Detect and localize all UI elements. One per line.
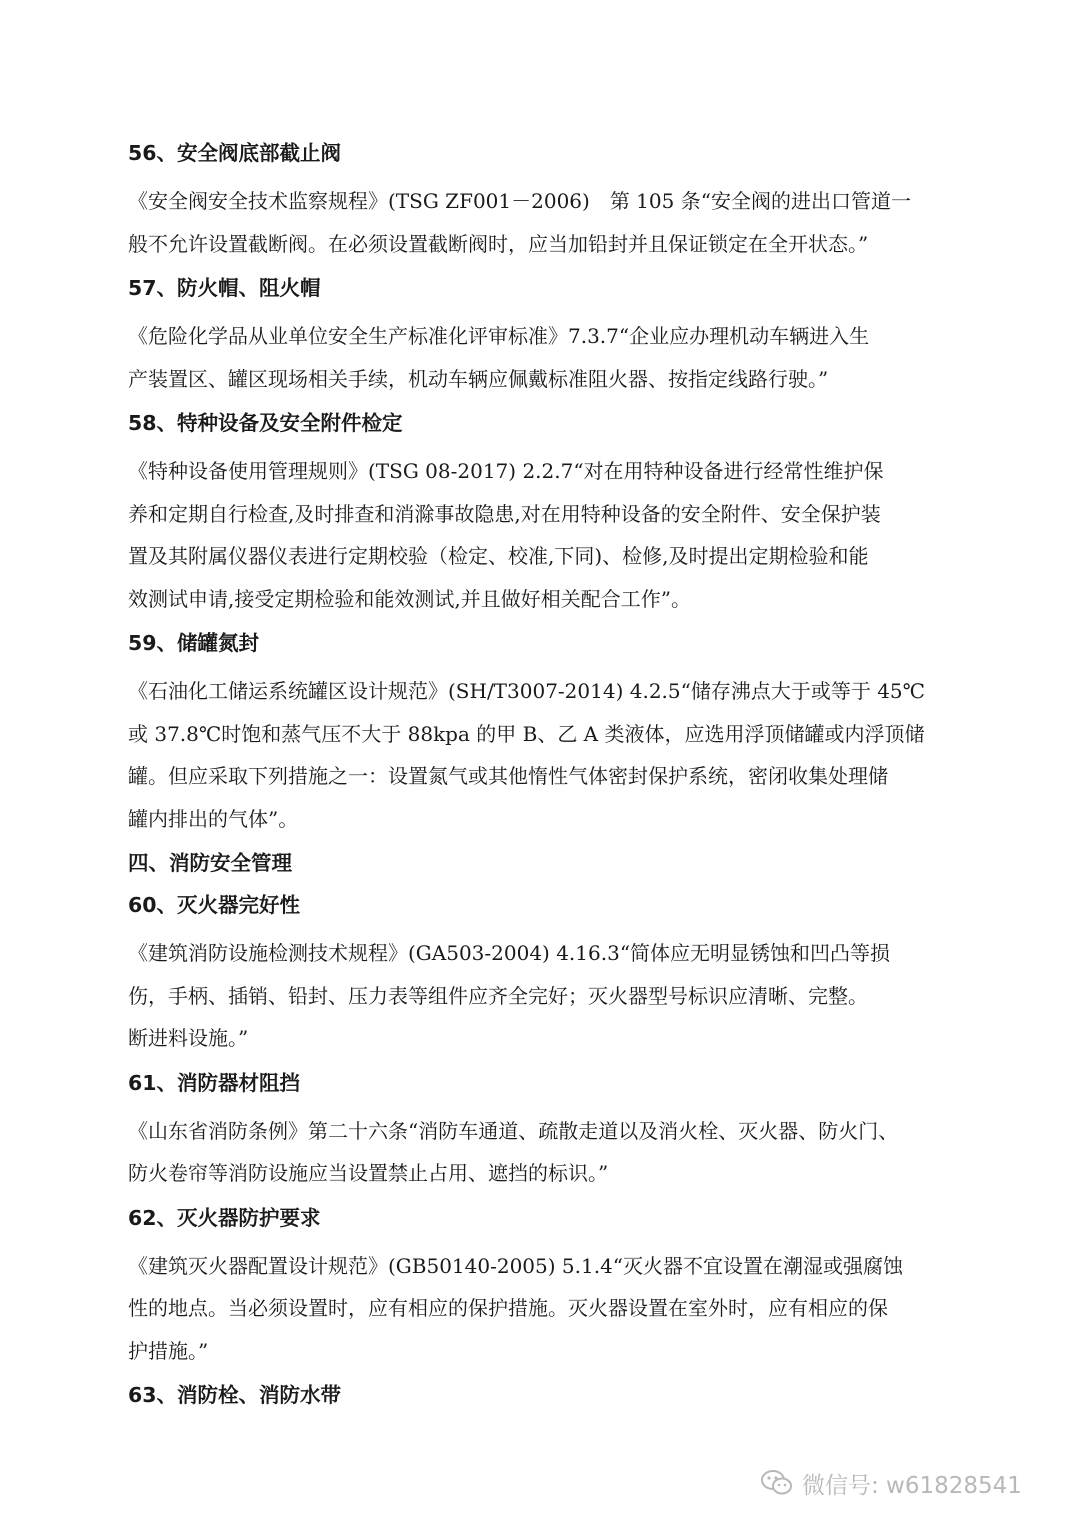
body-line: 效测试申请,接受定期检验和能效测试,并且做好相关配合工作”。 bbox=[128, 586, 691, 611]
body-line: 断进料设施。” bbox=[128, 1026, 249, 1050]
section-body bbox=[128, 450, 956, 620]
section-heading: 59、储罐氮封 bbox=[128, 631, 260, 655]
body-line: 产装置区、罐区现场相关手续，机动车辆应佩戴标准阻火器、按指定线路行驶。” bbox=[128, 366, 829, 391]
wechat-watermark bbox=[760, 1466, 1022, 1500]
body-line: 伤，手柄、插销、铅封、压力表等组件应齐全完好；灭火器型号标识应清晰、完整。 bbox=[128, 983, 868, 1008]
section-body bbox=[128, 315, 956, 400]
body-line: 《建筑消防设施检测技术规程》(GA503-2004) 4.16.3“简体应无明显锈蚀和凹凸等损 bbox=[128, 941, 891, 965]
body-line: 置及其附属仪器仪表进行定期校验（检定、校准,下同)、检修,及时提出定期检验和能 bbox=[128, 544, 869, 568]
section-body bbox=[128, 670, 956, 840]
section-body bbox=[128, 1110, 956, 1195]
body-line: 养和定期自行检查,及时排查和消滁事故隐患,对在用特种设备的安全附件、安全保护装 bbox=[128, 501, 881, 526]
section-heading: 57、防火帽、阻火帽 bbox=[128, 276, 321, 300]
body-line: 《安全阀安全技术监察规程》(TSG ZF001－2006) 第 105 条“安全阀的进出口管道一 bbox=[128, 189, 911, 213]
body-line: 护措施。” bbox=[128, 1338, 209, 1363]
section-heading: 60、灭火器完好性 bbox=[128, 893, 301, 917]
body-line: 《石油化工储运系统罐区设计规范》(SH/T3007-2014) 4.2.5“储存沸点大于或等于 45℃ bbox=[128, 679, 926, 703]
section-body bbox=[128, 1245, 956, 1373]
wechat-icon bbox=[760, 1468, 794, 1498]
section-heading: 62、灭火器防护要求 bbox=[128, 1205, 321, 1230]
body-line: 罐。但应采取下列措施之一：设置氮气或其他惰性气体密封保护系统，密闭收集处理储 bbox=[128, 764, 888, 788]
body-line: 防火卷帘等消防设施应当设置禁止占用、遮挡的标识。” bbox=[128, 1161, 609, 1185]
watermark-text: 微信号: w61828541 bbox=[802, 1472, 1022, 1499]
body-line: 《特种设备使用管理规则》(TSG 08-2017) 2.2.7“对在用特种设备进行经常性维护保 bbox=[128, 459, 884, 483]
body-line: 《危险化学品从业单位安全生产标准化评审标准》7.3.7“企业应办理机动车辆进入生 bbox=[128, 324, 870, 348]
section-heading: 56、安全阀底部截止阀 bbox=[128, 141, 342, 165]
section-body bbox=[128, 180, 956, 265]
body-line: 般不允许设置截断阀。在必须设置截断阀时，应当加铅封并且保证锁定在全开状态。” bbox=[128, 231, 869, 256]
body-line: 罐内排出的气体”。 bbox=[128, 806, 299, 831]
body-line: 或 37.8℃时饱和蒸气压不大于 88kpa 的甲 B、乙 A 类液体，应选用浮顶储罐或内浮顶储 bbox=[128, 721, 925, 746]
chapter-heading: 四、消防安全管理 bbox=[128, 851, 292, 875]
body-line: 《山东省消防条例》第二十六条“消防车通道、疏散走道以及消火栓、灭火器、防火门、 bbox=[128, 1118, 899, 1143]
body-line: 《建筑灭火器配置设计规范》(GB50140-2005) 5.1.4“灭火器不宜设置在潮湿或强腐蚀 bbox=[128, 1253, 904, 1278]
document-page bbox=[128, 138, 956, 1422]
section-heading: 63、消防栓、消防水带 bbox=[128, 1383, 342, 1407]
section-body bbox=[128, 932, 956, 1060]
section-heading: 58、特种设备及安全附件检定 bbox=[128, 411, 403, 435]
body-line: 性的地点。当必须设置时，应有相应的保护措施。灭火器设置在室外时，应有相应的保 bbox=[128, 1296, 888, 1320]
section-heading: 61、消防器材阻挡 bbox=[128, 1070, 301, 1095]
